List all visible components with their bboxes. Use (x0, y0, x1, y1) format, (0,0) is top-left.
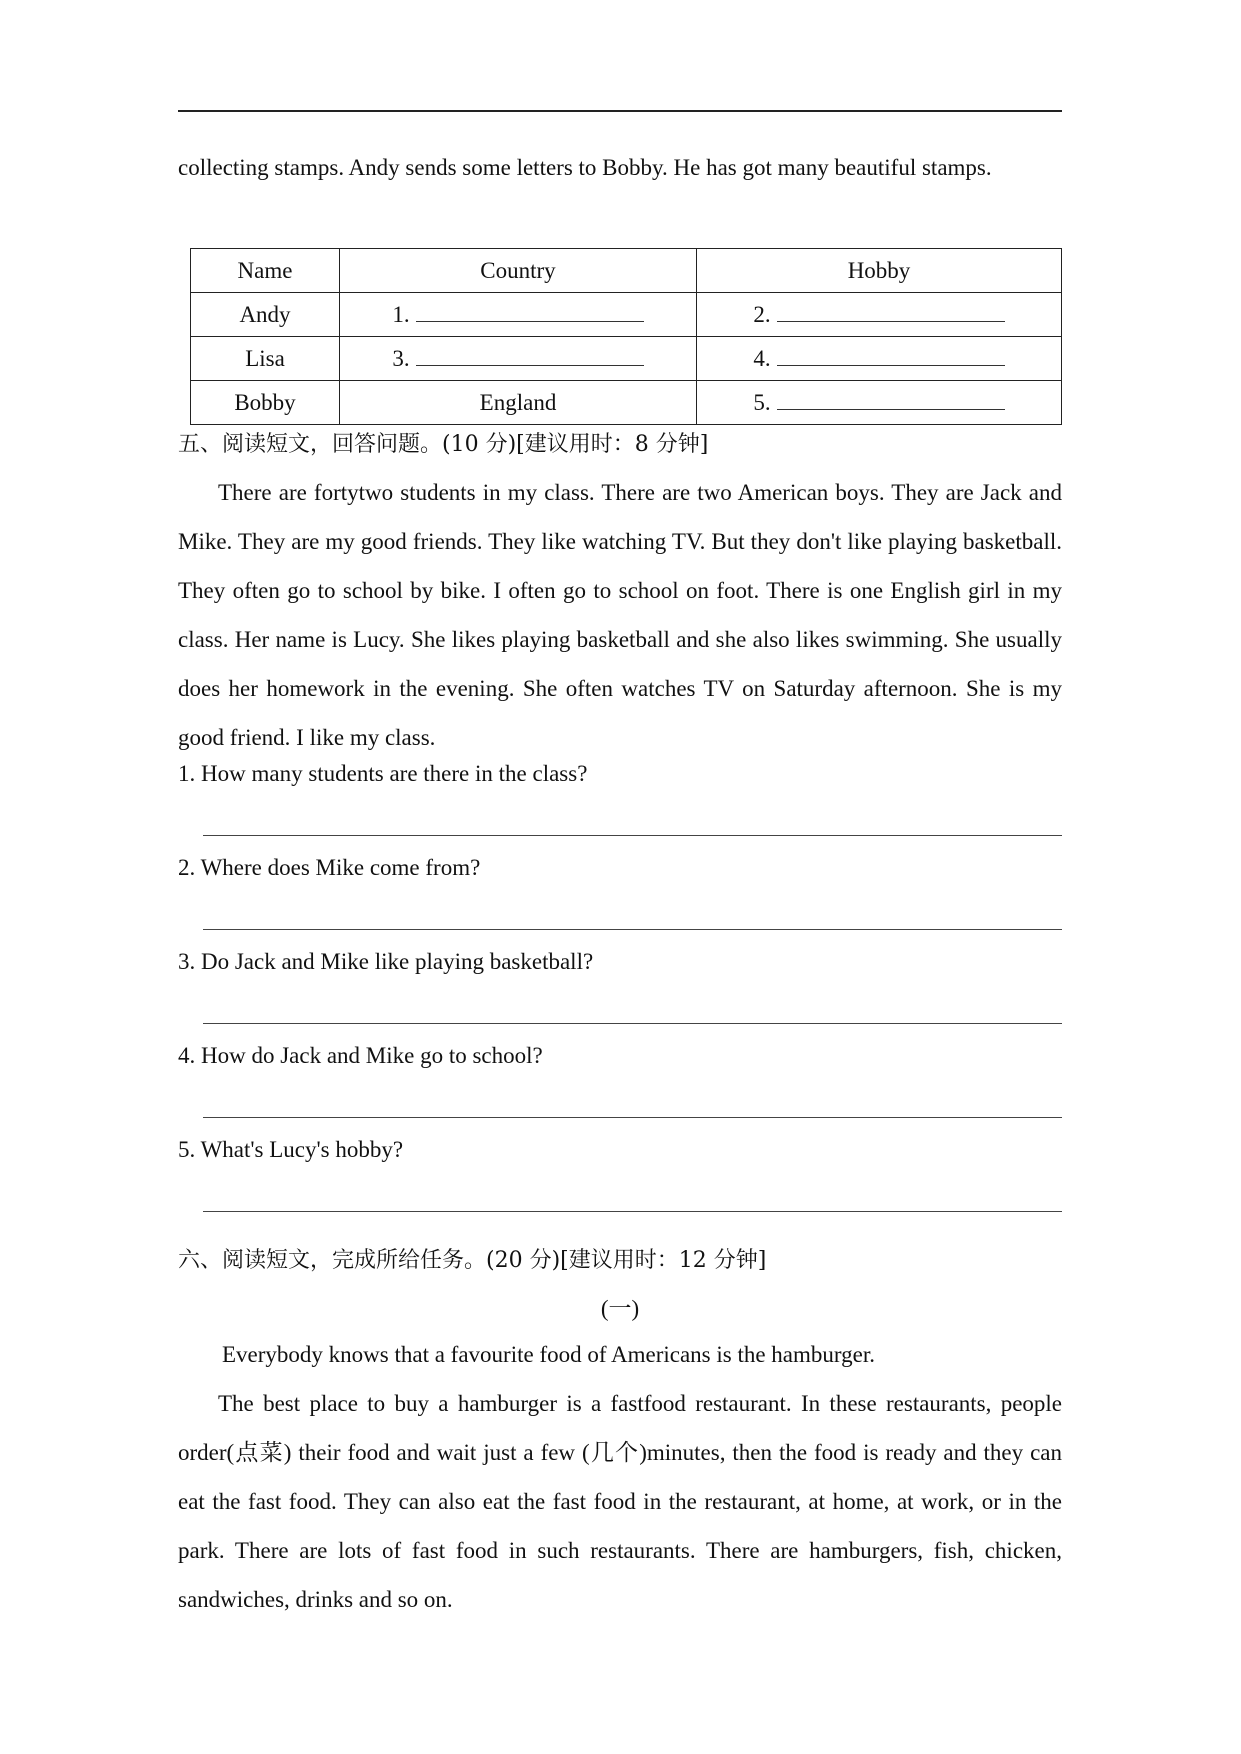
row-hobby[interactable] (697, 381, 1062, 425)
subsection-label: (一) (600, 1296, 640, 1321)
answer-blank[interactable] (777, 303, 1005, 322)
section-5-passage: There are fortytwo students in my class. There are two American boys. They are Jack and Mike. They are my good friends. They like watching TV. But they don't like playing basketball. They often go to school by bike. I often go to school on foot. There is one English girl in my class. Her name is Lucy. She likes playing basketball and she also likes swimming. She usually does her homework in the evening. She often watches TV on Saturday afternoon. She is my good friend. I like my class. (178, 480, 1062, 750)
passage-paragraph: The best place to buy a hamburger is a fastfood restaurant. In these restaurants, people order(点菜) their food and wait just a few (几个)minutes, then the food is ready and they can eat the fast food. They can also eat the fast food in the restaurant, at home, at work, or in the park. There are lots of fast food in such restaurants. There are hamburgers, fish, chicken, sandwiches, drinks and so on. (178, 1391, 1062, 1612)
answer-line-1[interactable] (203, 835, 1062, 836)
table-header-row (191, 249, 1062, 293)
header-country: Country (340, 249, 697, 293)
blank-number: 3. (392, 345, 410, 371)
continued-paragraph: collecting stamps. Andy sends some letters to Bobby. He has got many beautiful stamps. (178, 155, 992, 180)
section-6-passage (178, 1330, 1062, 1624)
blank-number: 1. (392, 301, 410, 327)
passage-paragraph: Everybody knows that a favourite food of Americans is the hamburger. (222, 1342, 875, 1367)
blank-number: 5. (753, 389, 771, 415)
row-name: Bobby (191, 381, 340, 425)
answer-blank[interactable] (777, 347, 1005, 366)
question-5: 5. What's Lucy's hobby? (178, 1137, 404, 1162)
row-hobby[interactable] (697, 337, 1062, 381)
info-table (190, 248, 1062, 425)
row-hobby[interactable] (697, 293, 1062, 337)
table-row (191, 337, 1062, 381)
answer-line-3[interactable] (203, 1023, 1062, 1024)
row-country: England (340, 381, 697, 425)
section-5-title: 五、阅读短文，回答问题。(10 分)[建议用时：8 分钟] (178, 432, 709, 457)
answer-blank[interactable] (416, 347, 644, 366)
answer-line-2[interactable] (203, 929, 1062, 930)
question-1: 1. How many students are there in the class? (178, 761, 588, 786)
section-6-title: 六、阅读短文，完成所给任务。(20 分)[建议用时：12 分钟] (178, 1248, 767, 1273)
header-hobby: Hobby (697, 249, 1062, 293)
question-2: 2. Where does Mike come from? (178, 855, 481, 880)
answer-blank[interactable] (416, 303, 644, 322)
question-3: 3. Do Jack and Mike like playing basketball? (178, 949, 594, 974)
header-name: Name (191, 249, 340, 293)
header-rule (178, 110, 1062, 112)
blank-number: 4. (753, 345, 771, 371)
row-name: Lisa (191, 337, 340, 381)
answer-blank[interactable] (777, 391, 1005, 410)
row-country[interactable] (340, 293, 697, 337)
table-row (191, 381, 1062, 425)
blank-number: 2. (753, 301, 771, 327)
question-4: 4. How do Jack and Mike go to school? (178, 1043, 543, 1068)
answer-line-4[interactable] (203, 1117, 1062, 1118)
table-row (191, 293, 1062, 337)
row-country[interactable] (340, 337, 697, 381)
answer-line-5[interactable] (203, 1211, 1062, 1212)
row-name: Andy (191, 293, 340, 337)
